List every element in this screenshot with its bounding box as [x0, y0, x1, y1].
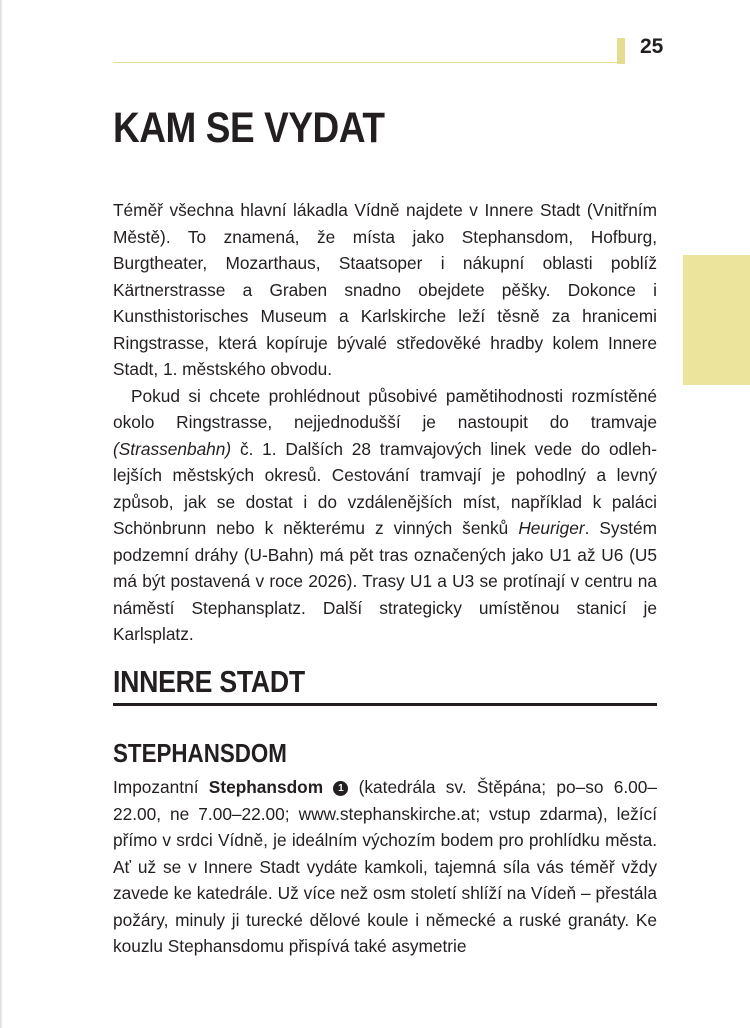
- paragraph-text: (katedrála sv. Štěpána; po–so 6.00–22.00, ne 7.00–22.00; www.stephanskirche.at; vstup zdarma), ležící přímo v srdci Vídně, je ideálním výchozím bodem pro prohlídku města. Ať už se v Innere Stadt vydáte kamkoli, tajemná síla vás téměř vždy zavede ke katedrále. Už více než osm století shlíží na Vídeň – přestála požáry, minuly ji turecké dělové koule i německé a ruské granáty. Ke kouzlu Stephansdomu přispívá také asymetrie: [113, 777, 657, 956]
- subsection-heading-text: STEPHANSDOM: [113, 738, 287, 768]
- paragraph-text: č. 1. Dalších 28 tramvajových linek vede do odlehlejších městských okresů. Cestování tramvají je pohodlný a levný způsob, jak se dostat i do vzdálenějších míst, například k paláci Schönbrunn nebo k některému z vinných šenků: [113, 438, 657, 538]
- header-rule: [113, 62, 618, 63]
- map-marker-number: 1: [333, 781, 348, 796]
- page-title: KAM SE VYDAT: [113, 104, 385, 152]
- section-heading-text: INNERE STADT: [113, 664, 305, 699]
- section-heading: [113, 664, 657, 706]
- paragraph-text: . Systém podzemní dráhy (U-Bahn) má pět tras označených jako U1 až U6 (U5 má být postavená v roce 2026). Trasy U1 a U3 se protínají v centru na náměstí Stephansplatz. Další strategicky umístěnou stanicí je Karlsplatz.: [113, 518, 658, 644]
- intro-text: [113, 197, 657, 648]
- page-number-marker: [617, 38, 625, 64]
- paragraph-text: Pokud si chcete prohlédnout působivé pamětihodnosti rozmístěné okolo Ringstrasse, nejjednodušší je nastoupit do tramvaje: [113, 385, 657, 432]
- intro-paragraph-2: [113, 383, 657, 648]
- emphasis-strassenbahn: (Strassenbahn): [113, 438, 232, 459]
- paragraph-text: Impozantní: [113, 777, 209, 797]
- intro-paragraph-1: Téměř všechna hlavní lákadla Vídně najdete v Innere Stadt (Vnitřním Městě). To znamená, že místa jako Stephansdom, Hofburg, Burgtheater, Mozarthaus, Staatsoper i nákupní oblasti poblíž Kärtnerstrasse a Graben snadno obejdete pěšky. Dokonce i Kunsthistorisches Museum a Karlskirche leží těsně za hranicemi Ringstrasse, která kopíruje bývalé středověké hradby kolem Innere Stadt, 1. městského obvodu.: [113, 200, 657, 379]
- page-number: 25: [640, 35, 664, 58]
- stephansdom-paragraph: [113, 774, 657, 960]
- page-edge-shadow: [0, 0, 3, 1028]
- stephansdom-text: [113, 774, 657, 960]
- subsection-heading: [113, 738, 315, 769]
- chapter-thumb-tab: [683, 255, 750, 385]
- bold-place-name: Stephansdom: [208, 777, 324, 797]
- emphasis-heuriger: Heuriger: [518, 518, 585, 538]
